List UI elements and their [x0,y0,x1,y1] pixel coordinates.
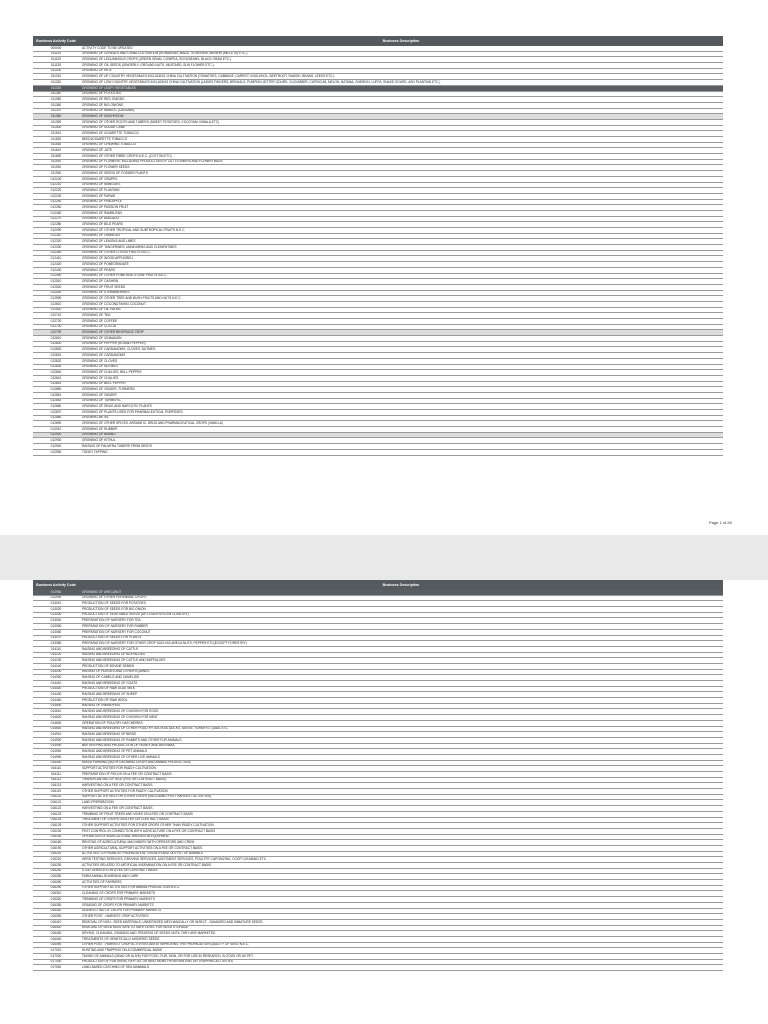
description-cell: TREATMENT OF CROPS ON A FEE OR CONTRACT BASIS [79,817,723,823]
description-cell: GROWING OF OTHER BEVERAGE CROP [79,330,723,336]
description-cell: PRODUCTION OF SEEDS FOR POTATOES [79,601,723,607]
description-cell: DRYING, CLEANING, GRADING AND TREATING OF SEEDS UNTIL THEY ARE MARKETED [79,931,723,937]
activity-code-cell: 012710 [33,313,79,319]
activity-code-cell: 014110 [33,646,79,652]
description-cell: GROWING OF BELL PEPPER [79,381,723,387]
activity-code-cell: 016111 [33,772,79,778]
description-cell: TRIMMING OF CROPS FOR PRIMARY MARKETS [79,897,723,903]
description-cell: GROWING OF LOW COUNTRY VEGETABLES INCLUDING CHINA CULTIVATION (LADIES FINGERS, BRINJALS, PUMPKIN, BITTER GOURD, CUCUMBER, CAPSICUM, MELON, BATANA, GHERKIN, LUFFA, SNAKE GOURD, ASH PLANTAIN ETC.) [79,80,723,86]
description-cell: TAKING OF ANIMALS (DEAD OR ALIVE) FOR FOOD, FUR, SKIN, OR FOR USE IN RESEARCH, IN ZOOS OR AS PET [79,954,723,960]
activity-code-cell: 012230 [33,193,79,199]
description-cell: RAISING AND BREEDING OF CATTLE AND BUFFALOES [79,658,723,664]
description-cell: RENTING OF AGRICULTURAL MACHINERY WITH OPERATORS AND CREW [79,840,723,846]
description-cell: GROWING OF CEREALS AND CHINA CULTIVATION (KURAKKAN, MAIZE, SORGHUM, MENERI (MILLETS) ETC.) [79,51,723,57]
activity-code-cell: 013030 [33,612,79,618]
activity-code-cell: 012990 [33,595,79,601]
activity-code-cell: 016150 [33,834,79,840]
activity-code-cell: 012270 [33,216,79,222]
activity-code-cell: 014300 [33,675,79,681]
activity-code-cell: 016340 [33,908,79,914]
activity-code-cell: 012620 [33,307,79,313]
description-cell: GROWING OF DRUG AND NARCOTIC PLANTS [79,404,723,410]
activity-code-cell: 012930 [33,438,79,444]
description-cell: ACTIVITY CODE TO BE UPDATED [79,46,723,51]
description-cell: PRODUCTION OF FUR SKINS, REPTILE OR BIRD SKINS FROM HUNTING OR TRAPPING ACTIVITIES [79,959,723,965]
description-cell: GROWING OF FRUIT SEEDS [79,284,723,290]
description-cell: GROWING OF BIG ONIONS [79,102,723,108]
activity-code-cell: 012280 [33,222,79,228]
activity-code-cell: 016113 [33,783,79,789]
activity-code-cell: 012330 [33,245,79,251]
activity-code-cell: 013080 [33,641,79,647]
description-cell: GROWING BETEL [79,415,723,421]
activity-code-cell: 012790 [33,330,79,336]
description-cell: OPERATION OF POULTRY HATCHERIES [79,720,723,726]
activity-code-cell: 012310 [33,233,79,239]
table-row [33,965,723,971]
activity-code-cell: 013050 [33,624,79,630]
description-cell: GROWING OF RAMBUTAN [79,210,723,216]
activity-code-cell: 012940 [33,444,79,450]
activity-code-cell: 017010 [33,948,79,954]
description-cell: TODDY TAPPING [79,449,723,455]
activity-code-cell: 016430 [33,931,79,937]
activity-code-cell: 014920 [33,737,79,743]
activity-code-cell: 012880 [33,415,79,421]
activity-code-cell: 017040 [33,965,79,971]
description-cell: PRODUCTION OF BOVINE SEMEN [79,663,723,669]
description-cell: FARM ANIMAL BOARDING AND CARE [79,874,723,880]
activity-code-cell: 011380 [33,114,79,120]
activity-code-cell: 014940 [33,749,79,755]
description-cell: OTHER POST - HARVEST CROP ACTIVITIES [79,914,723,920]
description-cell: PRODUCTION OF RAW GOAT MILK [79,686,723,692]
description-cell: GROWING OF OTHER SPICES, AROMATIC, DRUG AND PHARMACEUTICAL CROPS (VANILLA) [79,421,723,427]
activity-code-cell: 014500 [33,703,79,709]
description-cell: GROWING OF JUTE [79,148,723,154]
description-cell: GROWING OF ORANGES [79,233,723,239]
activity-code-cell: 016260 [33,880,79,886]
description-cell: GROWING OF POMEGRANATE [79,262,723,268]
business-code-table-page-2 [33,580,723,971]
activity-code-cell: 017030 [33,959,79,965]
description-cell: GROWING OF PLANTS USED FOR PHARMACEUTICAL PURPOSES [79,410,723,416]
description-cell: OPERATION OF AGRICULTURAL IRRIGATION EQUIPMENT [79,834,723,840]
description-cell: LAND-BASED CATCHING OF SEA MAMMALS [79,965,723,971]
activity-code-cell: 012842 [33,381,79,387]
description-cell: GROWING OF OTHER TROPICAL AND SUBTROPICAL FRUITS N.E.C. [79,228,723,234]
description-cell: RAISING AND BREEDING OF BUFFALOES [79,652,723,658]
description-cell: RAISING OF HORSES AND OTHER EQUINES [79,669,723,675]
description-cell: GROWING OF MANGOES [79,182,723,188]
activity-code-cell: 016290 [33,885,79,891]
activity-code-cell: 011610 [33,148,79,154]
description-cell: GROWING OF CASHEW [79,279,723,285]
activity-code-cell: 016110 [33,766,79,772]
description-cell: GROWING OF BILD PEARS [79,222,723,228]
description-cell: RAISING AND BREEDING OF CHICKEN FOR MEAT [79,715,723,721]
activity-code-cell: 014140 [33,663,79,669]
activity-code-cell: 011200 [33,68,79,74]
activity-code-cell: 011310 [33,74,79,80]
header-description: Business Description [79,36,723,46]
description-cell: GROWING OF AVACADO [79,216,723,222]
description-cell: ACTIVITIES TO PROMOTE PROPAGATION, GROWTH AND OUTPUT OF ANIMALS [79,851,723,857]
description-cell: RAISING AND BREEDING OF CATTLE [79,646,723,652]
activity-code-cell: 011360 [33,102,79,108]
description-cell: GROWING OF CLOVES [79,358,723,364]
activity-code-cell: 014630 [33,720,79,726]
activity-code-cell: 012720 [33,319,79,325]
description-cell: BEEDI/CIGARETTE TOBACCO [79,137,723,143]
activity-code-cell: 012100 [33,176,79,182]
description-cell: GROWING OF POTATOES [79,91,723,97]
activity-code-cell: 012240 [33,199,79,205]
activity-code-cell: 012860 [33,404,79,410]
activity-code-cell: 012831 [33,353,79,359]
activity-code-cell: 016112 [33,777,79,783]
activity-code-cell: 014610 [33,709,79,715]
description-cell: OTHER POST - HARVEST CROP ACTIVITIES AIM AT IMPROVING THE PROPAGATION QUALITY OF SEED N.E.C. [79,942,723,948]
description-cell: GROWING OF OTHER PERENNIAL CROPS [79,595,723,601]
description-cell: OTHER SUPPORT ACTIVITIES FOR ANIMAL PRODUCTION N.E.C. [79,885,723,891]
description-cell: GROWING OF OTHER POME AND STONE FRUITS N.E.C. [79,273,723,279]
description-cell: PRODUCTION OF RAW WOOL [79,698,723,704]
activity-code-cell: 012730 [33,324,79,330]
description-cell: PRODUCTION OF SEEDS FOR PLANTS [79,635,723,641]
activity-code-cell: 011690 [33,154,79,160]
activity-code-cell: 012960 [33,590,79,595]
description-cell: GROWING OF COCONUT/KING COCONUT [79,301,723,307]
activity-code-cell: 016420 [33,925,79,931]
activity-code-cell: 013040 [33,618,79,624]
description-cell: HERD TESTING SERVICES, DROVING SERVICES, AGISTMENT SERVICES, POULTRY CAPONIZING, COOP CLEANING ETC [79,857,723,863]
activity-code-cell: 014440 [33,698,79,704]
activity-code-cell: 012910 [33,427,79,433]
activity-code-cell: 014410 [33,681,79,687]
description-cell: PREPARATION OF NURSERY FOR OTHER CROP SUCH AS ARECA NUTS, PEPPER ETC(EXCEPT FORESTRY) [79,641,723,647]
activity-code-cell: 016330 [33,902,79,908]
description-cell: RAISING AND BREEDING OF CHICKEN FOR EGGS [79,709,723,715]
description-cell: TRANSPLANTING OF RICE (FEE OR CONTRACT BASIS) [79,777,723,783]
activity-code-cell: 012833 [33,364,79,370]
activity-code-cell: 012520 [33,284,79,290]
activity-code-cell: 000000 [33,46,79,51]
description-cell: GROWING OF TEA [79,313,723,319]
description-cell: TRIMMING OF FRUIT TREES AND VINES ON A FEE OR CONTRACT BASIS [79,811,723,817]
description-cell: MIXED FARMING (BOTH GROWING CROPS AND ANIMAL PRODUCTION) [79,760,723,766]
activity-code-cell: 016190 [33,845,79,851]
activity-code-cell: 012852 [33,398,79,404]
activity-code-cell: 012510 [33,279,79,285]
description-cell: GROWING OF RICE [79,68,723,74]
activity-code-cell: 014120 [33,652,79,658]
activity-code-cell: 013070 [33,635,79,641]
activity-code-cell: 012390 [33,250,79,256]
activity-code-cell: 016160 [33,840,79,846]
description-cell: CLEANING OF CROPS FOR PRIMARY MARKETS [79,891,723,897]
activity-code-cell: 012590 [33,296,79,302]
table-body-page-2 [33,590,723,971]
table-header [33,580,723,590]
activity-code-cell: 011120 [33,57,79,63]
description-cell: GROWING OF COFFEE [79,319,723,325]
activity-code-cell: 014430 [33,692,79,698]
activity-code-cell: 012920 [33,432,79,438]
description-cell: GROWING OF GINGER [79,392,723,398]
description-cell: GROWING OF NUTMEG [79,364,723,370]
activity-code-cell: 011910 [33,159,79,165]
description-cell: PREPARATION OF NURSERY FOR COCONUT [79,629,723,635]
activity-code-cell: 014420 [33,686,79,692]
description-cell: RAISING AND BREEDING OF RABBITS AND OTHER FUR ANIMALS [79,737,723,743]
activity-code-cell: 012430 [33,267,79,273]
description-cell: GROWING OF OIL SEEDS (GINGERLY, GROUND NUTS, MUSTARD, SUN FLOWER ETC.) [79,63,723,69]
activity-code-cell: 012530 [33,290,79,296]
activity-code-cell: 012851 [33,392,79,398]
description-cell: RAISING AND BREEDING OF SHEEP [79,692,723,698]
activity-code-cell: 014130 [33,658,79,664]
activity-code-cell: 014200 [33,669,79,675]
table-body-page-1 [33,46,723,455]
description-cell: STUD SERVICES ON A FEE OR CONTRACT BASIS [79,868,723,874]
activity-code-cell: 016120 [33,794,79,800]
description-cell: ACTIVITIES OF FARRIERS [79,880,723,886]
activity-code-cell: 012870 [33,410,79,416]
activity-code-cell: 016124 [33,817,79,823]
activity-code-cell: 011520 [33,137,79,143]
description-cell: GROWING OF KITHUL [79,438,723,444]
description-cell: RAISING AND BREEDING OF OTHER POULTRY SUCH AS DUCKS, GEESE, TURKEYS, QUAIL ETC [79,726,723,732]
page-gap [0,535,768,580]
business-code-table-page-1 [33,36,723,456]
activity-code-cell: 011400 [33,125,79,131]
activity-code-cell: 011340 [33,91,79,97]
description-cell: PREPARATION OF NURSERY FOR TEA [79,618,723,624]
activity-code-cell: 012832 [33,358,79,364]
description-cell: GROWING OF PAPAW [79,193,723,199]
activity-code-cell: 016240 [33,868,79,874]
description-cell: GROWING OF OTHER FIBRE CROPS N.E.C. (COTTON ETC) [79,154,723,160]
activity-code-cell: 012610 [33,301,79,307]
activity-code-cell: 016130 [33,828,79,834]
activity-code-cell: 012490 [33,273,79,279]
description-cell: GROWING OF RUBBER [79,427,723,433]
activity-code-cell: 012260 [33,210,79,216]
activity-code-cell: 014910 [33,732,79,738]
activity-code-cell: 014930 [33,743,79,749]
description-cell: PRODUCTION OF SEEDS FOR BIG ONION [79,607,723,613]
description-cell: RAISING AND BREEDING OF GOATS [79,681,723,687]
table-header [33,36,723,46]
activity-code-cell: 012210 [33,182,79,188]
activity-code-cell: 012850 [33,387,79,393]
description-cell: GROWING OF GINGER, TURMERIC [79,387,723,393]
table-row [33,449,723,455]
activity-code-cell: 017020 [33,954,79,960]
activity-code-cell: 012820 [33,341,79,347]
description-cell: GROWING OF SEEDS OF FODDER PLANTS [79,171,723,177]
activity-code-cell: 011320 [33,80,79,86]
description-cell: GROWING OF COCOA [79,324,723,330]
description-cell: GROWING OF WOOD APPLE/BELI [79,256,723,262]
activity-code-cell: 011370 [33,108,79,114]
description-cell: GROWING OF PEPPER (ROUND PEPPER) [79,341,723,347]
description-cell: RAISING OF CAMELS AND CAMELIDS [79,675,723,681]
description-cell: GROWING OF PEARS [79,267,723,273]
activity-code-cell: 014620 [33,715,79,721]
description-cell: REMOVAL OF SEED MOISTURE TO SAFE LEVEL FOR SEED STORAGE [79,925,723,931]
description-cell: GROWING OF PLANTAIN [79,188,723,194]
activity-code-cell: 012950 [33,449,79,455]
description-cell: ACTIVITIES RELATED TO ARTIFICIAL INSEMINATION ON A FEE OR CONTRACT BASIS [79,863,723,869]
description-cell: SUPPORT ACTIVITIES FOR OTHER CROPS (INCLUDING POST HARVEST ACTIVITIES) [79,794,723,800]
activity-code-cell: 016121 [33,800,79,806]
description-cell: REMOVAL OF NON - SEED MATERIALS, UNDERSIZED MECHANICALLY OR INSECT - DAMAGED AND IMMATURE SEEDS [79,919,723,925]
activity-code-cell: 011350 [33,97,79,103]
activity-code-cell: 016390 [33,914,79,920]
description-cell: GROWING OF CARDAMOMS [79,353,723,359]
description-cell: GROWING OF PINEAPPLE [79,199,723,205]
description-cell: GROWING OF MANIOC (CASSAVA) [79,108,723,114]
description-cell: RAISING AND BREEDING OF OTHER LIVE ANIMALS [79,754,723,760]
activity-code-cell: 011330 [33,85,79,91]
activity-code-cell: 012410 [33,256,79,262]
description-cell: GROWING OF FLOWER SEEDS [79,165,723,171]
activity-code-cell: 016230 [33,863,79,869]
activity-code-cell: 016122 [33,806,79,812]
description-cell: PRODUCTION OF VEGETABLE SEEDS (UP COUNTRY/LOW COUNTRY) [79,612,723,618]
activity-code-cell: 013060 [33,629,79,635]
header-description: Business Description [79,580,723,590]
description-cell: GROWING OF GRAPES [79,176,723,182]
activity-code-cell: 016440 [33,936,79,942]
description-cell: GROWING OF CIGARETTE TOBACCO [79,131,723,137]
description-cell: GROWING OF OTHER CITRUS FRUITS N.E.C. [79,250,723,256]
description-cell: PREPARATION OF FIELDS ON A FEE OR CONTRACT BASIS [79,772,723,778]
activity-code-cell: 012420 [33,262,79,268]
description-cell: GRADING OF CROPS FOR PRIMARY MARKETS [79,902,723,908]
description-cell: GROWING OF OTHER ROOTS AND TUBERS (SWEET POTATOES, COCOYAM, INNALA ETC) [79,119,723,125]
description-cell: GROWING OF CINNAMON [79,336,723,342]
activity-code-cell: 016310 [33,891,79,897]
activity-code-cell: 016410 [33,919,79,925]
description-cell: GROWING OF LEMONS AND LIMES [79,239,723,245]
description-cell: GROWING OF BAMBO [79,432,723,438]
activity-code-cell: 016220 [33,857,79,863]
description-cell: RAISING AND BREEDING OF PET ANIMALS [79,749,723,755]
description-cell: OTHER AGRICULTURAL SUPPORT ACTIVITIES ON A FEE OR CONTRACT BASIS [79,845,723,851]
activity-code-cell: 016123 [33,811,79,817]
description-cell: GROWING OF OTHER TREE AND BUSH FRUITS AND NUTS N.E.C. [79,296,723,302]
activity-code-cell: 011510 [33,131,79,137]
description-cell: GROWING OF PASSION FRUIT [79,205,723,211]
activity-code-cell: 011930 [33,171,79,177]
description-cell: GROWING OF CHEWING TOBACCO [79,142,723,148]
activity-code-cell: 012290 [33,228,79,234]
activity-code-cell: 016210 [33,851,79,857]
activity-code-cell: 012250 [33,205,79,211]
description-cell: RAISING AND BREEDING OF BIRDS [79,732,723,738]
description-cell: HUNTING AND TRAPPING ON A COMMERCIAL BASIS [79,948,723,954]
activity-code-cell: 011390 [33,119,79,125]
activity-code-cell: 013010 [33,601,79,607]
description-cell: GROWING OF STRAWBERRIES [79,290,723,296]
description-cell: GROWING OF UP COUNTRY VEGETABLES INCLUDING CHINA CULTIVATION (TOMATOES, CABBAGE, CARROT, KNOLKHOL, BEETROOT, RADISH, BEANS, LEEKS ETC.) [79,74,723,80]
description-cell: GROWING OF ARECANUT [79,590,723,595]
activity-code-cell: 012840 [33,370,79,376]
description-cell: RAISING OF PALMYRA TUBERS FROM SEEDS [79,444,723,450]
description-cell: RAISING OF SWINE/PIGS [79,703,723,709]
page-number: Page 1 of 26 [709,520,732,525]
activity-code-cell: 012830 [33,347,79,353]
activity-code-cell: 016119 [33,789,79,795]
activity-code-cell: 016250 [33,874,79,880]
description-cell: GROWING OF CHILLIES, BELL PEPPER [79,370,723,376]
description-cell: TREATMENTS OF GENETICALLY MODIFIED SEEDS [79,936,723,942]
description-cell: GROWING OF MUSHROOM [79,114,723,120]
description-cell: HARVESTING ON A FEE OR CONTRACT BASIS [79,783,723,789]
activity-code-cell: 011530 [33,142,79,148]
description-cell: OTHER SUPPORT ACTIVITIES FOR PADDY CULTIVATION [79,789,723,795]
description-cell: OTHER SUPPORT ACTIVITIES FOR OTHER CROPS OTHER THAN PADDY CULTIVATION [79,823,723,829]
activity-code-cell: 016129 [33,823,79,829]
description-cell: SUPPORT ACTIVITIES FOR PADDY CULTIVATION [79,766,723,772]
description-cell: GROWING OF TANGERINES, MANDARINS AND CLEMENTINES [79,245,723,251]
activity-code-cell: 012810 [33,336,79,342]
activity-code-cell: 011130 [33,63,79,69]
description-cell: DISINFECTING OF CROPS FOR PRIMARY MARKETS [79,908,723,914]
activity-code-cell: 015000 [33,760,79,766]
header-code: Business Activity Code [33,580,79,590]
header-code: Business Activity Code [33,36,79,46]
description-cell: GROWING OF RED ONIONS [79,97,723,103]
description-cell: PREPARATION OF NURSERY FOR RUBBER [79,624,723,630]
description-cell: GROWING OF SUGAR CANE [79,125,723,131]
description-cell: GROWING OF TURMERIC [79,398,723,404]
description-cell: GROWING OF LEAFY VEGETABLES [79,85,723,91]
activity-code-cell: 016320 [33,897,79,903]
description-cell: GROWING OF FLOWERS, INCLUDING PRODUCTION OF CUT FLOWERS AND FLOWER BUDS [79,159,723,165]
activity-code-cell: 014990 [33,754,79,760]
activity-code-cell: 012320 [33,239,79,245]
activity-code-cell: 011920 [33,165,79,171]
activity-code-cell: 016490 [33,942,79,948]
activity-code-cell: 012890 [33,421,79,427]
description-cell: BEE KEEPING AND PRODUCTION OF HONEY AND BEESWAX [79,743,723,749]
description-cell: GROWING OF LEGUMINOUS CROPS (GREEN GRAM, COWPEA, SOYA BEANS, BLACK GRAM ETC.) [79,57,723,63]
activity-code-cell: 012841 [33,375,79,381]
description-cell: GROWING OF CARDAMOMS, CLOVES, NUTMEG [79,347,723,353]
description-cell: GROWING OF OIL PALMS [79,307,723,313]
description-cell: LAND PREPARATION [79,800,723,806]
activity-code-cell: 013020 [33,607,79,613]
activity-code-cell: 011110 [33,51,79,57]
description-cell: PEST CONTROL IN CONNECTION WITH AGRICULTURE ON A FEE OR CONTRACT BASIS [79,828,723,834]
description-cell: HARVESTING ON A FEE OR CONTRACT BASIS [79,806,723,812]
description-cell: GROWING OF CHILLIES [79,375,723,381]
activity-code-cell: 012220 [33,188,79,194]
activity-code-cell: 014640 [33,726,79,732]
